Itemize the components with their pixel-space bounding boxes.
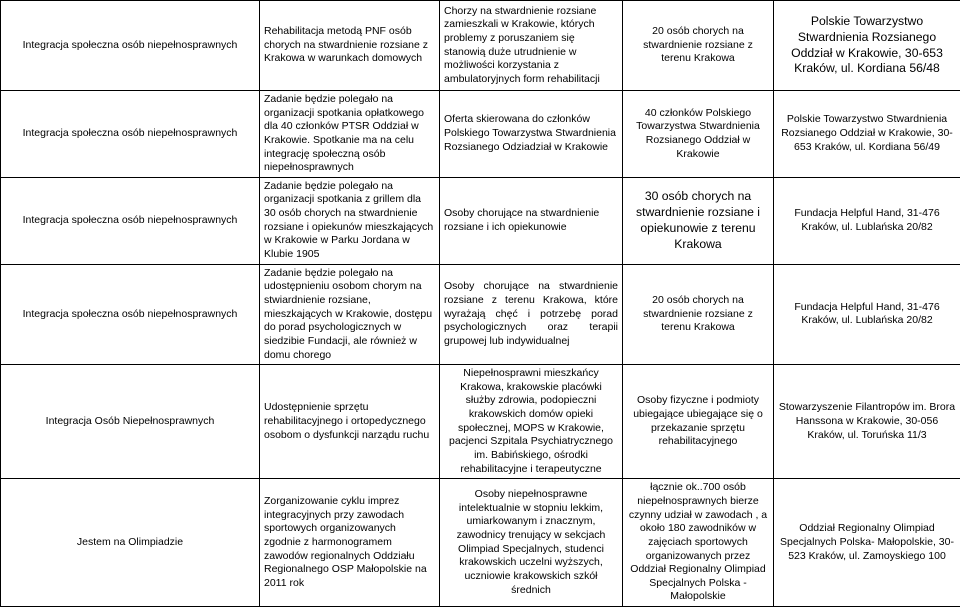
participants-cell: 40 członków Polskiego Towarzystwa Stwardnienia Rozsianego Oddział w Krakowie [623, 91, 774, 178]
task-cell: Udostępnienie sprzętu rehabilitacyjnego i ortopedycznego osobom o dysfunkcji narządu ruchu [260, 365, 440, 479]
task-cell: Rehabilitacja metodą PNF osób chorych na stwardnienie rozsiane z Krakowa w warunkach domowych [260, 1, 440, 91]
organization-cell: Oddział Regionalny Olimpiad Specjalnych Polska- Małopolskie, 30-523 Kraków, ul. Zamoyskiego 100 [774, 479, 960, 607]
organization-cell: Fundacja Helpful Hand, 31-476 Kraków, ul. Lublańska 20/82 [774, 177, 960, 264]
participants-cell: 20 osób chorych na stwardnienie rozsiane z terenu Krakowa [623, 264, 774, 364]
area-cell: Integracja społeczna osób niepełnosprawnych [1, 177, 260, 264]
target-group-cell: Osoby chorujące na stwardnienie rozsiane i ich opiekunowie [440, 177, 623, 264]
task-cell: Zadanie będzie polegało na udostępnieniu osobom chorym na stwiardnienie rozsiane, mieszkających w Krakowie, dostępu do porad psychologicznych w siedzibie Fundacji, ale również w domu chorego [260, 264, 440, 364]
participants-cell: 30 osób chorych na stwardnienie rozsiane i opiekunowie z terenu Krakowa [623, 177, 774, 264]
participants-cell: Osoby fizyczne i podmioty ubiegające ubiegające się o przekazanie sprzętu rehabilitacyjnego [623, 365, 774, 479]
task-cell: Zadanie będzie polegało na organizacji spotkania opłatkowego dla 40 członków PTSR Oddział w Krakowie. Spotkanie ma na celu integrację społeczną osób niepełnosprawnych [260, 91, 440, 178]
organization-cell: Polskie Towarzystwo Stwardnienia Rozsianego Oddział w Krakowie, 30-653 Kraków, ul. Kordiana 56/48 [774, 1, 960, 91]
organization-cell: Fundacja Helpful Hand, 31-476 Kraków, ul. Lublańska 20/82 [774, 264, 960, 364]
task-cell: Zorganizowanie cyklu imprez integracyjnych przy zawodach sportowych organizowanych zgodnie z harmonogramem zawodów regionalnych Oddziału Regionalnego OSP Małopolskie na 2011 rok [260, 479, 440, 607]
target-group-cell: Osoby chorujące na stwardnienie rozsiane z terenu Krakowa, które wyrażają chęć i potrzebę porad psychologicznych oraz terapii grupowej lub indywidualnej [440, 264, 623, 364]
table-row [1, 365, 960, 479]
area-cell: Integracja społeczna osób niepełnosprawnych [1, 1, 260, 91]
table-row [1, 264, 960, 364]
table-row [1, 1, 960, 91]
participants-cell: łącznie ok..700 osób niepełnosprawnych bierze czynny udział w zawodach , a około 180 zawodników w zajęciach sportowych organizowanych przez Oddział Regionalny Olimpiad Specjalnych Polska - Małopolskie [623, 479, 774, 607]
area-cell: Integracja Osób Niepełnosprawnych [1, 365, 260, 479]
target-group-cell: Oferta skierowana do członków Polskiego Towarzystwa Stwardnienia Rozsianego Odziadział w Krakowie [440, 91, 623, 178]
target-group-cell: Osoby niepełnosprawne intelektualnie w stopniu lekkim, umiarkowanym i znacznym, zawodnicy trenujący w sekcjach Olimpiad Specjalnych, studenci krakowskich uczelni wyższych, uczniowie krakowskich szkół średnich [440, 479, 623, 607]
participants-cell: 20 osób chorych na stwardnienie rozsiane z terenu Krakowa [623, 1, 774, 91]
table-row [1, 177, 960, 264]
area-cell: Jestem na Olimpiadzie [1, 479, 260, 607]
table-row [1, 91, 960, 178]
table-row [1, 479, 960, 607]
target-group-cell: Niepełnosprawni mieszkańcy Krakowa, krakowskie placówki służby zdrowia, podopieczni krakowskich domów opieki społecznej, MOPS w Krakowie, pacjenci Szpitala Psychiatrycznego im. Babińskiego, ośrodki rehabilitacyjne i terapeutyczne [440, 365, 623, 479]
organization-cell: Polskie Towarzystwo Stwardnienia Rozsianego Oddział w Krakowie, 30-653 Kraków, ul. Kordiana 56/49 [774, 91, 960, 178]
task-cell: Zadanie będzie polegało na organizacji spotkania z grillem dla 30 osób chorych na stwardnienie rozsiane i opiekunów mieszkających w Krakowie w Parku Jordana w Klubie 1905 [260, 177, 440, 264]
target-group-cell: Chorzy na stwardnienie rozsiane zamieszkali w Krakowie, których problemy z poruszaniem się stanowią duże utrudnienie w możliwości korzystania z ambulatoryjnych form rehabilitacji [440, 1, 623, 91]
organization-cell: Stowarzyszenie Filantropów im. Brora Hanssona w Krakowie, 30-056 Kraków, ul. Toruńska 11/3 [774, 365, 960, 479]
area-cell: Integracja społeczna osób niepełnosprawnych [1, 264, 260, 364]
area-cell: Integracja społeczna osób niepełnosprawnych [1, 91, 260, 178]
